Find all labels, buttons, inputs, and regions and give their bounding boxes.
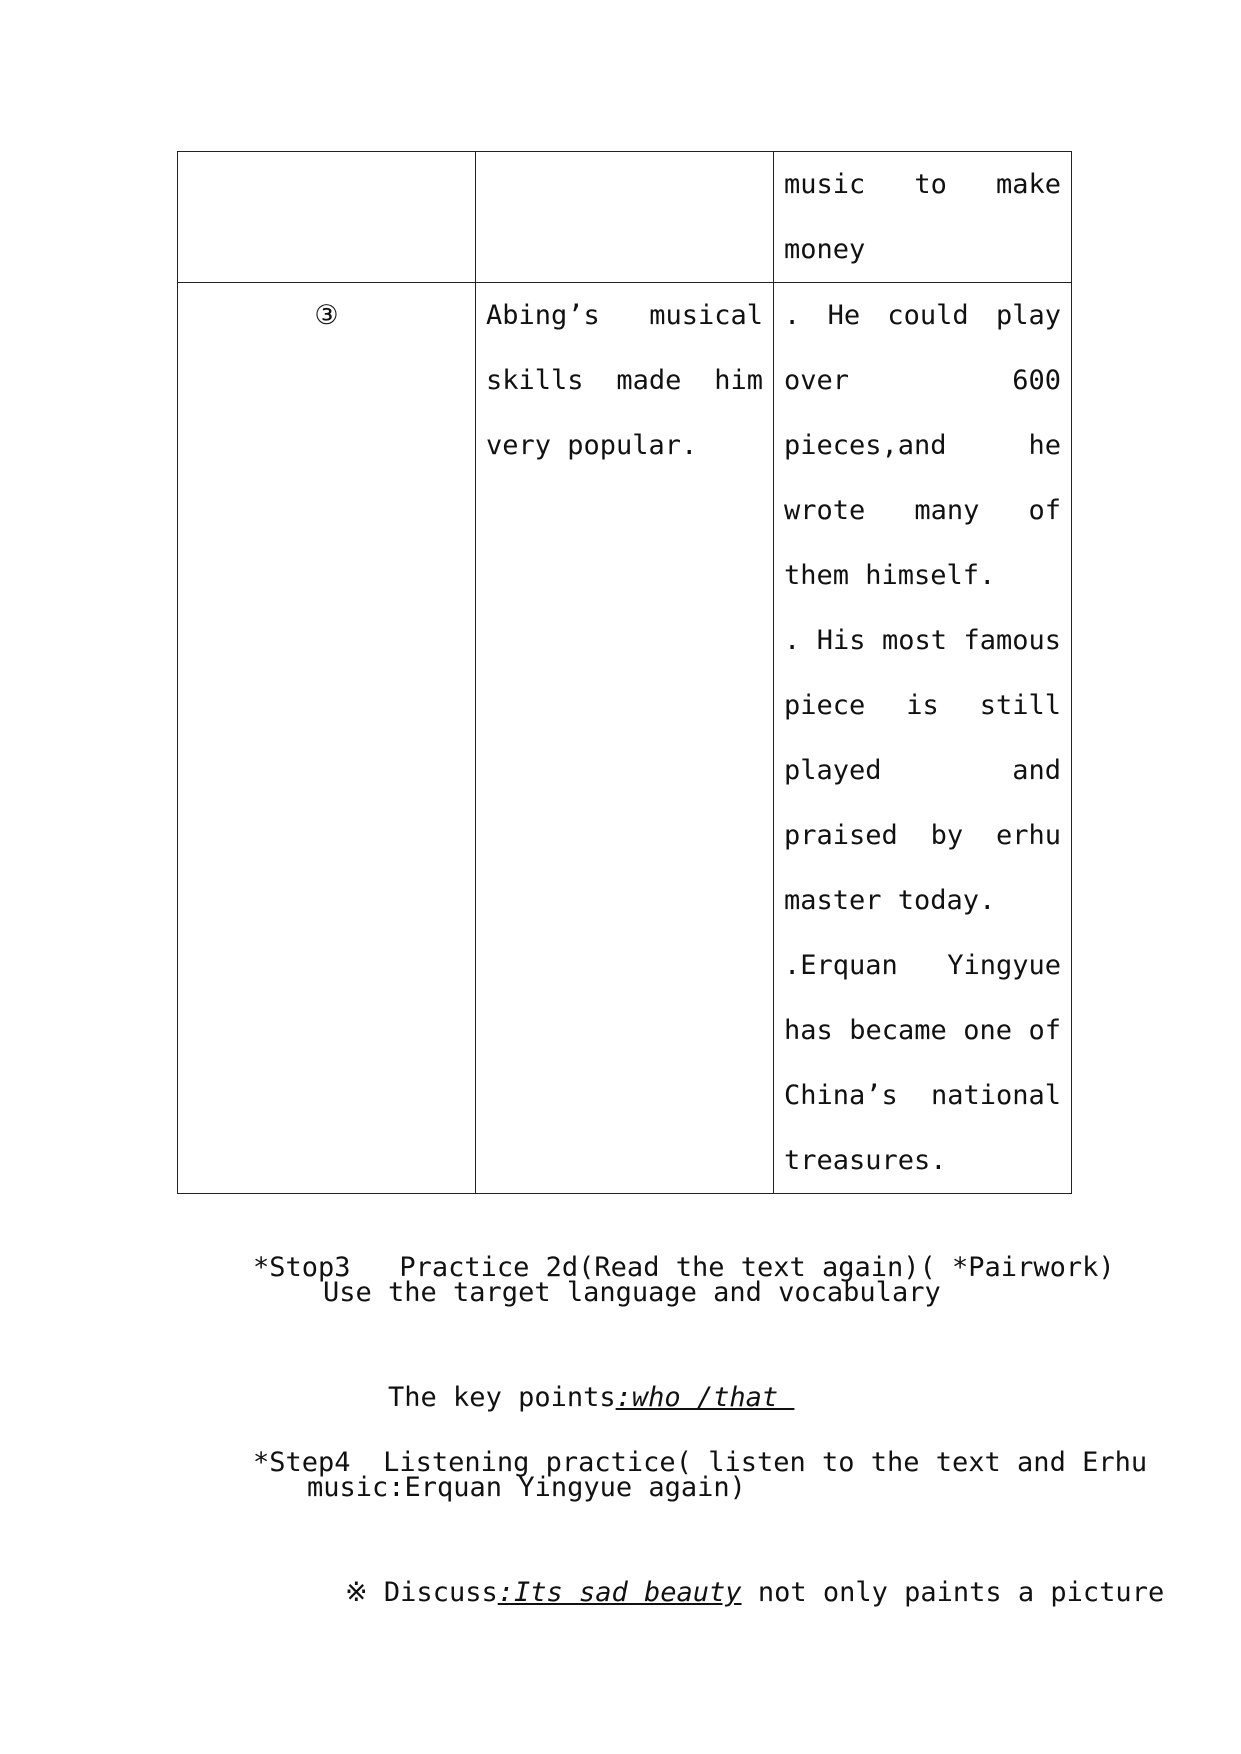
discuss-label: Discuss <box>383 1577 498 1608</box>
key-points-label: The key points <box>388 1382 616 1413</box>
table-cell <box>476 152 774 283</box>
discuss-emphasis: :Its sad beauty <box>497 1577 742 1608</box>
section-marker: ③ <box>178 283 476 1194</box>
step3-label: *Stop3 <box>253 1252 351 1283</box>
step3-line2: Use the target language and vocabulary <box>323 1277 941 1308</box>
table-cell: Abing’s musical skills made him very popular. <box>476 283 774 1194</box>
table-cell <box>178 152 476 283</box>
step3-text: Practice 2d(Read the text again)( *Pairwork) <box>399 1252 1115 1283</box>
discuss-line <box>280 1533 1164 1653</box>
table-cell <box>774 283 1072 1194</box>
key-points-emphasis: :who /that <box>615 1382 795 1413</box>
table-cell: music to make money <box>774 152 1072 283</box>
discuss-text: not only paints a picture <box>741 1577 1165 1608</box>
table-row <box>178 152 1072 283</box>
detail-point: . His most famous piece is still played and praised by erhu master today. <box>784 625 1061 916</box>
lesson-table <box>177 151 1072 1194</box>
step4-line2: music:Erquan Yingyue again) <box>307 1472 746 1503</box>
table-row <box>178 283 1072 1194</box>
detail-point: .Erquan Yingyue has became one of China’s national treasures. <box>784 950 1061 1176</box>
step4-text: Listening practice( listen to the text and Erhu <box>383 1447 1148 1478</box>
discuss-marker: ※ <box>345 1577 368 1608</box>
detail-point: . He could play over 600 pieces,and he wrote many of them himself. <box>784 300 1061 591</box>
step4-label: *Step4 <box>253 1447 351 1478</box>
